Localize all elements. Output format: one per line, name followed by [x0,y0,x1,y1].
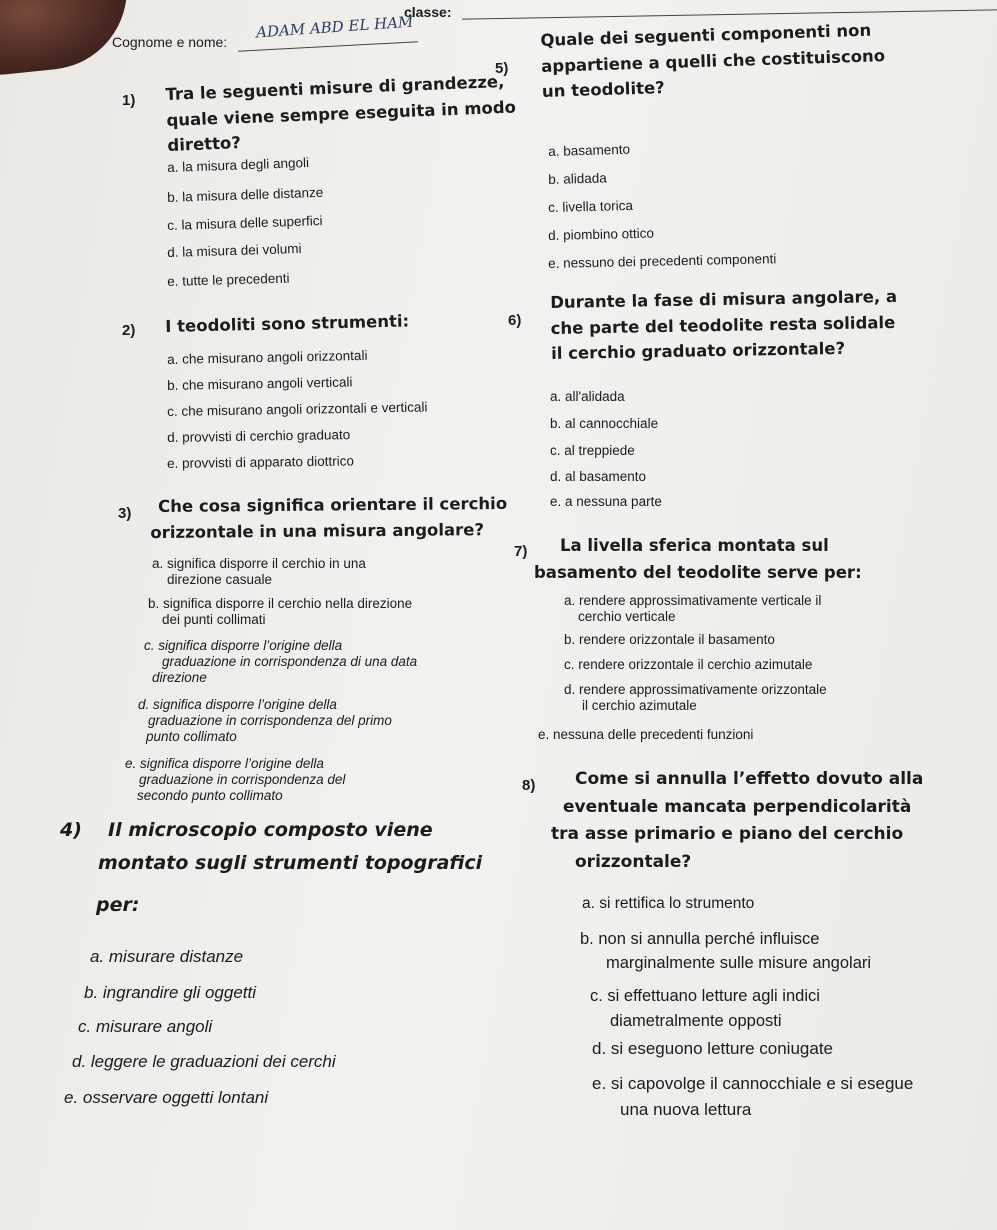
answer-option[interactable]: c. al treppiede [550,443,635,458]
answer-option[interactable]: b. al cannocchiale [550,416,659,431]
question-text: Come si annulla l’effetto dovuto alla eventuale mancata perpendicolarità tra asse primario e piano del cerchio orizzontale? [551,769,924,872]
question-text: I teodoliti sono strumenti: [165,311,410,336]
answer-option[interactable]: a. misurare distanze [90,947,244,966]
answer-option[interactable]: b. la misura delle distanze [167,184,324,205]
answer-option[interactable]: a. basamento [548,141,631,159]
answer-option[interactable]: e. osservare oggetti lontani [64,1088,269,1107]
answer-option[interactable]: b. significa disporre il cerchio nella direzione dei punti collimati [148,596,413,628]
question-text: Il microscopio composto viene montato sugli strumenti topografici per: [96,819,483,916]
question-text: Che cosa significa orientare il cerchio orizzontale in una misura angolare? [150,493,508,542]
answer-option[interactable]: c. misurare angoli [78,1017,213,1036]
answer-option[interactable]: a. all'alidada [550,389,625,404]
question-number: 5) [495,60,509,77]
answer-option[interactable]: a. si rettifica lo strumento [582,895,755,912]
name-label: Cognome e nome: [112,34,228,50]
answer-option[interactable]: e. significa disporre l’origine della graduazione in corrispondenza del secondo punto collimato [125,756,346,804]
answer-option[interactable]: d. piombino ottico [548,225,655,243]
question-text: Durante la fase di misura angolare, a che parte del teodolite resta solidale il cerchio graduato orizzontale? [550,286,898,364]
answer-option[interactable]: c. che misurano angoli orizzontali e verticali [167,399,428,419]
question-number: 3) [118,505,132,522]
question-number: 8) [522,777,536,794]
answer-option[interactable]: d. leggere le graduazioni dei cerchi [72,1052,336,1071]
answer-option[interactable]: e. provvisti di apparato diottrico [167,453,355,471]
answer-option[interactable]: b. ingrandire gli oggetti [84,983,257,1002]
answer-option[interactable]: e. a nessuna parte [550,494,662,509]
answer-option[interactable]: b. che misurano angoli verticali [167,374,353,393]
answer-option[interactable]: a. significa disporre il cerchio in una direzione casuale [152,556,366,588]
question-number: 4) [60,819,82,841]
answer-option[interactable]: c. rendere orizzontale il cerchio azimutale [564,657,813,672]
answer-option[interactable]: d. significa disporre l’origine della graduazione in corrispondenza del primo punto collimato [138,697,392,745]
answer-option[interactable]: a. la misura degli angoli [167,155,310,175]
question-number: 6) [508,312,522,329]
answer-option[interactable]: c. si effettuano letture agli indici diametralmente opposti [590,987,820,1030]
answer-option[interactable]: d. provvisti di cerchio graduato [167,427,351,445]
answer-option[interactable]: d. rendere approssimativamente orizzontale il cerchio azimutale [564,682,827,714]
answer-option[interactable]: a. rendere approssimativamente verticale il cerchio verticale [564,593,822,625]
answer-option[interactable]: e. nessuno dei precedenti componenti [548,251,777,271]
name-line [238,41,418,51]
question-number: 1) [122,92,136,109]
question-number: 2) [122,322,136,339]
answer-option[interactable]: b. rendere orizzontale il basamento [564,632,775,647]
answer-option[interactable]: c. significa disporre l’origine della graduazione in corrispondenza di una data direzione [144,638,418,686]
answer-option[interactable]: d. si eseguono letture coniugate [592,1039,834,1058]
answer-option[interactable]: a. che misurano angoli orizzontali [167,347,368,367]
class-line [462,9,997,19]
question-text: Tra le seguenti misure di grandezze, quale viene sempre eseguita in modo diretto? [165,71,517,156]
answer-option[interactable]: d. la misura dei volumi [167,241,302,260]
answer-option[interactable]: c. livella torica [548,197,634,215]
answer-option[interactable]: b. alidada [548,170,607,187]
question-text: La livella sferica montata sul basamento del teodolite serve per: [534,536,862,583]
answer-option[interactable]: c. la misura delle superfici [167,213,323,233]
answer-option[interactable]: d. al basamento [550,469,647,484]
answer-option[interactable]: e. nessuna delle precedenti funzioni [538,727,754,742]
answer-option[interactable]: b. non si annulla perché influisce marginalmente sulle misure angolari [580,930,872,972]
handwritten-name: ADAM ABD EL HAM [255,12,414,42]
answer-option[interactable]: e. si capovolge il cannocchiale e si esegue una nuova lettura [592,1074,914,1119]
question-text: Quale dei seguenti componenti non appartiene a quelli che costituiscono un teodolite? [540,20,886,102]
answer-option[interactable]: e. tutte le precedenti [167,270,290,289]
question-number: 7) [514,543,528,560]
class-label: classe: [404,4,452,20]
